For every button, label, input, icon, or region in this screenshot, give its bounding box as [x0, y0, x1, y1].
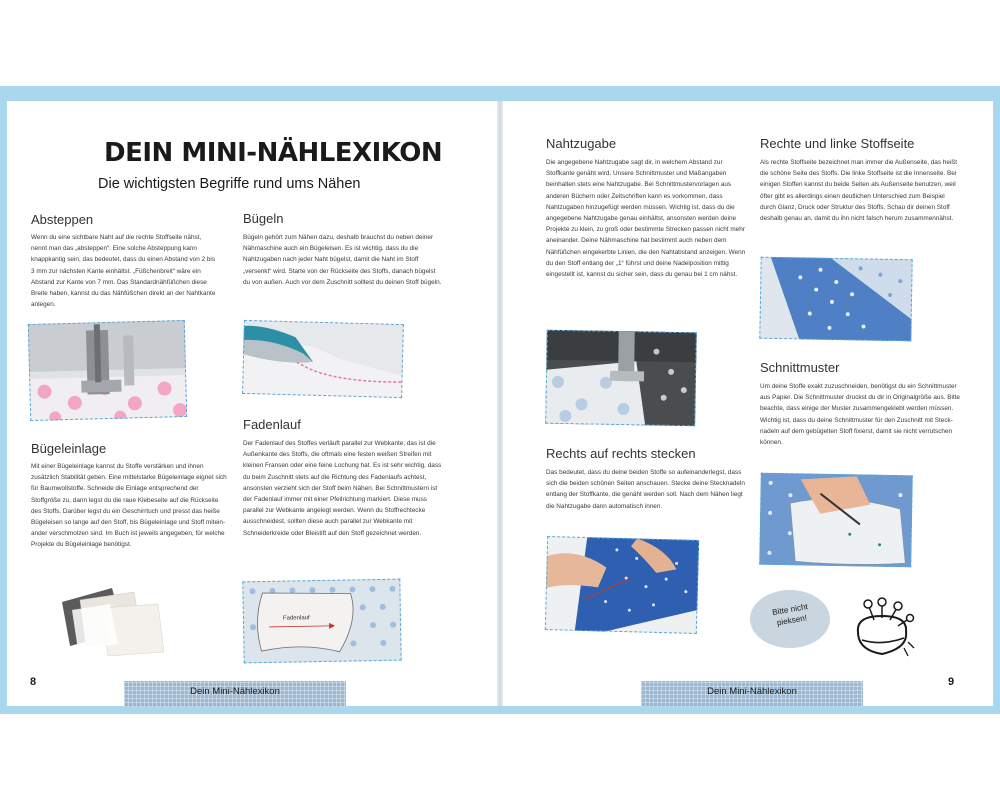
fadenlauf-photo-label: Fadenlauf [282, 615, 310, 622]
heading-buegeln: Bügeln [243, 211, 284, 226]
heading-nahtzugabe: Nahtzugabe [546, 136, 617, 151]
text-rechts-auf-rechts: Das bedeutet, dass du deine beiden Stoffe so aufeinanderlegst, dass sich die beiden schönen Seiten anschauen. Stecke deine Stecknadeln entlang der Stoffkante, die genäht werden soll. Nach dem Nähen liegt die Nahtzugabe dann automatisch innen. [546, 469, 745, 510]
heading-fadenlauf: Fadenlauf [243, 417, 301, 432]
text-schnittmuster: Um deine Stoffe exakt zuzuschneiden, benötigst du ein Schnittmuster aus Papier. Die Schnittmuster druckst du dir in Originalgröße aus. Bitte beachte, dass einige der Muster zusammengeklebt werden müssen. Wichtig ist, dass du deine Schnittmuster für den Zuschnitt mit Stecknadeln auf dem gebügelten Stoff fixierst, damit sie nicht verrutschen können. [760, 383, 960, 447]
heading-rechte-linke: Rechte und linke Stoffseite [760, 136, 915, 151]
footer-tab-right: Dein Mini-Nählexikon [641, 681, 863, 707]
page-subtitle: Die wichtigsten Begriffe rund ums Nähen [98, 176, 361, 192]
pincushion-icon [846, 596, 918, 666]
photo-buegeleinlage [52, 580, 170, 660]
footer-tab-left: Dein Mini-Nählexikon [124, 681, 346, 707]
book-spine [497, 101, 503, 706]
text-buegeln: Bügeln gehört zum Nähen dazu, deshalb brauchst du neben deiner Nähmaschine auch ein Bügeleisen. Es ist wichtig, dass du die Nahtzugaben nach jeder Naht bügelst, damit die Naht im Stoff „versenkt“ wird. Starte von der Rückseite des Stoffs, danach bügelst du von außen. Auch vor dem Zuschnitt solltest du deinen Stoff bügeln. [243, 234, 442, 286]
speech-bubble-text: Bitte nicht pieksen! [771, 602, 809, 628]
heading-schnittmuster: Schnittmuster [760, 360, 840, 375]
text-rechte-linke: Als rechte Stoffseite bezeichnet man immer die Außenseite, das heißt die schöne Seite des Stoffs. Die linke Stoffseite ist die Innenseite. Bei einigen Stoffen kannst du beide Seiten als Außenseite benutzen, weil öfter gibt es allerdings einen deutlichen Unterschied zum Beispiel durch Glanz, Druck oder Struktur des Stoffs. Schau dir deinen Stoff deshalb genau an, damit du ihn nicht falsch herum zusammennähst. [760, 159, 958, 223]
photo-buegeln [242, 320, 404, 398]
photo-schnittmuster [759, 473, 913, 568]
photo-fadenlauf [242, 579, 401, 664]
heading-buegeleinlage: Bügeleinlage [31, 441, 107, 456]
heading-absteppen: Absteppen [31, 212, 94, 227]
heading-rechts-auf-rechts: Rechts auf rechts stecken [546, 446, 696, 461]
photo-rechte-linke [759, 257, 912, 342]
photo-nahtzugabe [545, 330, 697, 427]
text-fadenlauf: Der Fadenlauf des Stoffes verläuft parallel zur Webkante; das ist die Außenkante des Stoffs, die oftmals eine festen weißen Streifen mit kleinen Fransen oder eine feine Lochung hat. Es ist sehr wichtig, dass du beim Zuschnitt stets auf die Richtung des Fadenlaufs achtest, ansonsten verzieht sich der Stoff beim Nähen. Bei Schnittmustern ist der Fadenlauf immer mit einer Pfeilrichtung markiert. Diese muss parallel zur Webkante angelegt werden. Wenn du Stoffrechtecke ausschneidest, sollten diese auch parallel zur Webkante mit Schneiderkreide oder Bleistift auf den Stoff gezeichnet werden. [243, 440, 442, 537]
photo-rechts-auf-rechts [545, 536, 699, 634]
text-nahtzugabe: Die angegebene Nahtzugabe sagt dir, in welchem Abstand zur Stoffkante genäht wird. Unsere Schnittmuster und Maßangaben beinhalten stets eine Nahtzugabe. Bei Schnittmustervorlagen aus anderen Büchern oder Zeitschriften kann es vorkommen, dass Nahtzugaben hinzugefügt werden müssen. Wichtig ist, dass du die angegebene Nahtzugabe genau einhältst, ansonsten werden deine Projekte zu klein, zu groß oder bestimmte Strecken passen nicht mehr aneinander. Deine Nähmaschine hat bestimmt auch neben dem Nähfüßchen eingekerbte Linien, die den Nahtabstand anzeigen. Wenn du den Stoff entlang der „1“ führst und deine Nadelposition mittig eingestellt ist, kannst du sicher sein, dass du genau bei 1 cm nähst. [546, 159, 746, 279]
page-number-right: 9 [948, 676, 955, 688]
page-title: DEIN MINI-NÄHLEXIKON [104, 138, 443, 168]
text-absteppen: Wenn du eine sichtbare Naht auf die rechte Stoffseite nähst, nennt man das „absteppen“. Eine solche Absteppung kann knappkantig sein, das bedeutet, dass du einen Abstand von 2 bis 3 mm zur nächsten Kante einhältst. „Füßchenbreit“ wäre ein Abstand zur Kante von 7 mm. Das Standardnähfüßchen diese Breite haben, kannst du das Nähfüßchen direkt an der Nahtkante anlegen. [31, 234, 216, 309]
photo-absteppen [28, 320, 187, 421]
text-buegeleinlage: Mit einer Bügeleinlage kannst du Stoffe verstärken und ihnen zusätzlich Stabilität geben. Eine mittelstarke Bügeleinlage eignet sich für Baumwollstoffe. Schneide die Einlage entsprechend der Stoffgröße zu, dann legst du die raue Klebeseite auf die Rückseite des Stoffs. Darüber legst du ein Geschirrtuch und presst das heiße Bügeleisen so lange auf den Stoff, bis Bügeleinlage und Stoff miteinander verschmolzen sind. Im Buch ist jeweils angegeben, für welche Projekte du Bügeleinlage benötigst. [31, 463, 227, 549]
page-number-left: 8 [30, 676, 37, 688]
